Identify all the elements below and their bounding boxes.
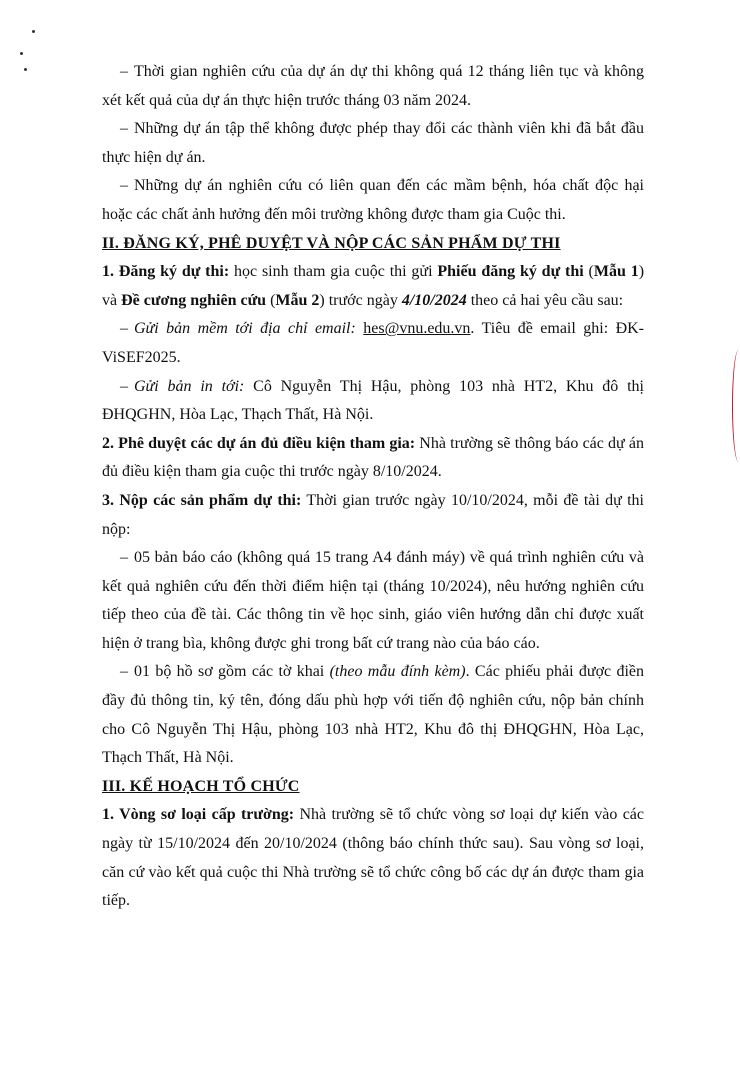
item-registration-print: – Gửi bản in tới: Cô Nguyễn Thị Hậu, phòng 103 nhà HT2, Khu đô thị ĐHQGHN, Hòa Lạc, Thạch Thất, Hà Nội.	[102, 377, 644, 424]
item-registration: 1. Đăng ký dự thi: học sinh tham gia cuộc thi gửi Phiếu đăng ký dự thi (Mẫu 1) và Đề cương nghiên cứu (Mẫu 2) trước ngày 4/10/2024 theo cả hai yêu cầu sau:	[102, 263, 645, 309]
paragraph-research-duration: – Thời gian nghiên cứu của dự án dự thi không quá 12 tháng liên tục và không xét kết quả của dự án thực hiện trước tháng 03 năm 2024.	[102, 63, 644, 109]
scan-speck	[24, 68, 27, 71]
red-stamp-seal	[732, 350, 740, 462]
item-approval: 2. Phê duyệt các dự án đủ điều kiện tham gia: Nhà trường sẽ thông báo các dự án đủ điều kiện tham gia cuộc thi trước ngày 8/10/2024.	[102, 434, 645, 481]
item-submission: 3. Nộp các sản phẩm dự thi: Thời gian trước ngày 10/10/2024, mỗi đề tài dự thi nộp:	[102, 491, 645, 538]
section-heading-registration: II. ĐĂNG KÝ, PHÊ DUYỆT VÀ NỘP CÁC SẢN PHẨM DỰ THI	[102, 234, 561, 252]
item-registration-email: – Gửi bản mềm tới địa chỉ email: hes@vnu.edu.vn. Tiêu đề email ghi: ĐK-ViSEF2025.	[102, 320, 645, 366]
item-preliminary-round: 1. Vòng sơ loại cấp trường: Nhà trường sẽ tổ chức vòng sơ loại dự kiến vào các ngày từ 15/10/2024 đến 20/10/2024 (thông báo chính thức sau). Sau vòng sơ loại, căn cứ vào kết quả cuộc thi Nhà trường sẽ tổ chức công bố các dự án được tham gia tiếp.	[102, 806, 644, 910]
document-body	[102, 58, 644, 916]
item-submission-report: – 05 bản báo cáo (không quá 15 trang A4 đánh máy) về quá trình nghiên cứu và kết quả nghiên cứu đến thời điểm hiện tại (tháng 10/2024), nêu hướng nghiên cứu tiếp theo của đề tài. Các thông tin về học sinh, giáo viên hướng dẫn chỉ được xuất hiện ở trang bìa, không được ghi trong bất cứ trang nào của báo cáo.	[102, 549, 644, 652]
paragraph-hazardous-projects: – Những dự án nghiên cứu có liên quan đến các mầm bệnh, hóa chất độc hại hoặc các chất ảnh hưởng đến môi trường không được tham gia Cuộc thi.	[102, 177, 644, 223]
paragraph-group-projects: – Những dự án tập thể không được phép thay đổi các thành viên khi đã bắt đầu thực hiện dự án.	[102, 120, 644, 166]
scan-speck	[20, 52, 23, 55]
section-heading-plan: III. KẾ HOẠCH TỔ CHỨC	[102, 777, 300, 795]
email-link[interactable]: hes@vnu.edu.vn	[363, 320, 471, 338]
scan-speck	[32, 30, 35, 33]
item-submission-dossier: – 01 bộ hồ sơ gồm các tờ khai (theo mẫu đính kèm). Các phiếu phải được điền đầy đủ thông tin, ký tên, đóng dấu phù hợp với tiến độ nghiên cứu, nộp bản chính cho Cô Nguyễn Thị Hậu, phòng 103 nhà HT2, Khu đô thị ĐHQGHN, Hòa Lạc, Thạch Thất, Hà Nội.	[102, 663, 645, 767]
